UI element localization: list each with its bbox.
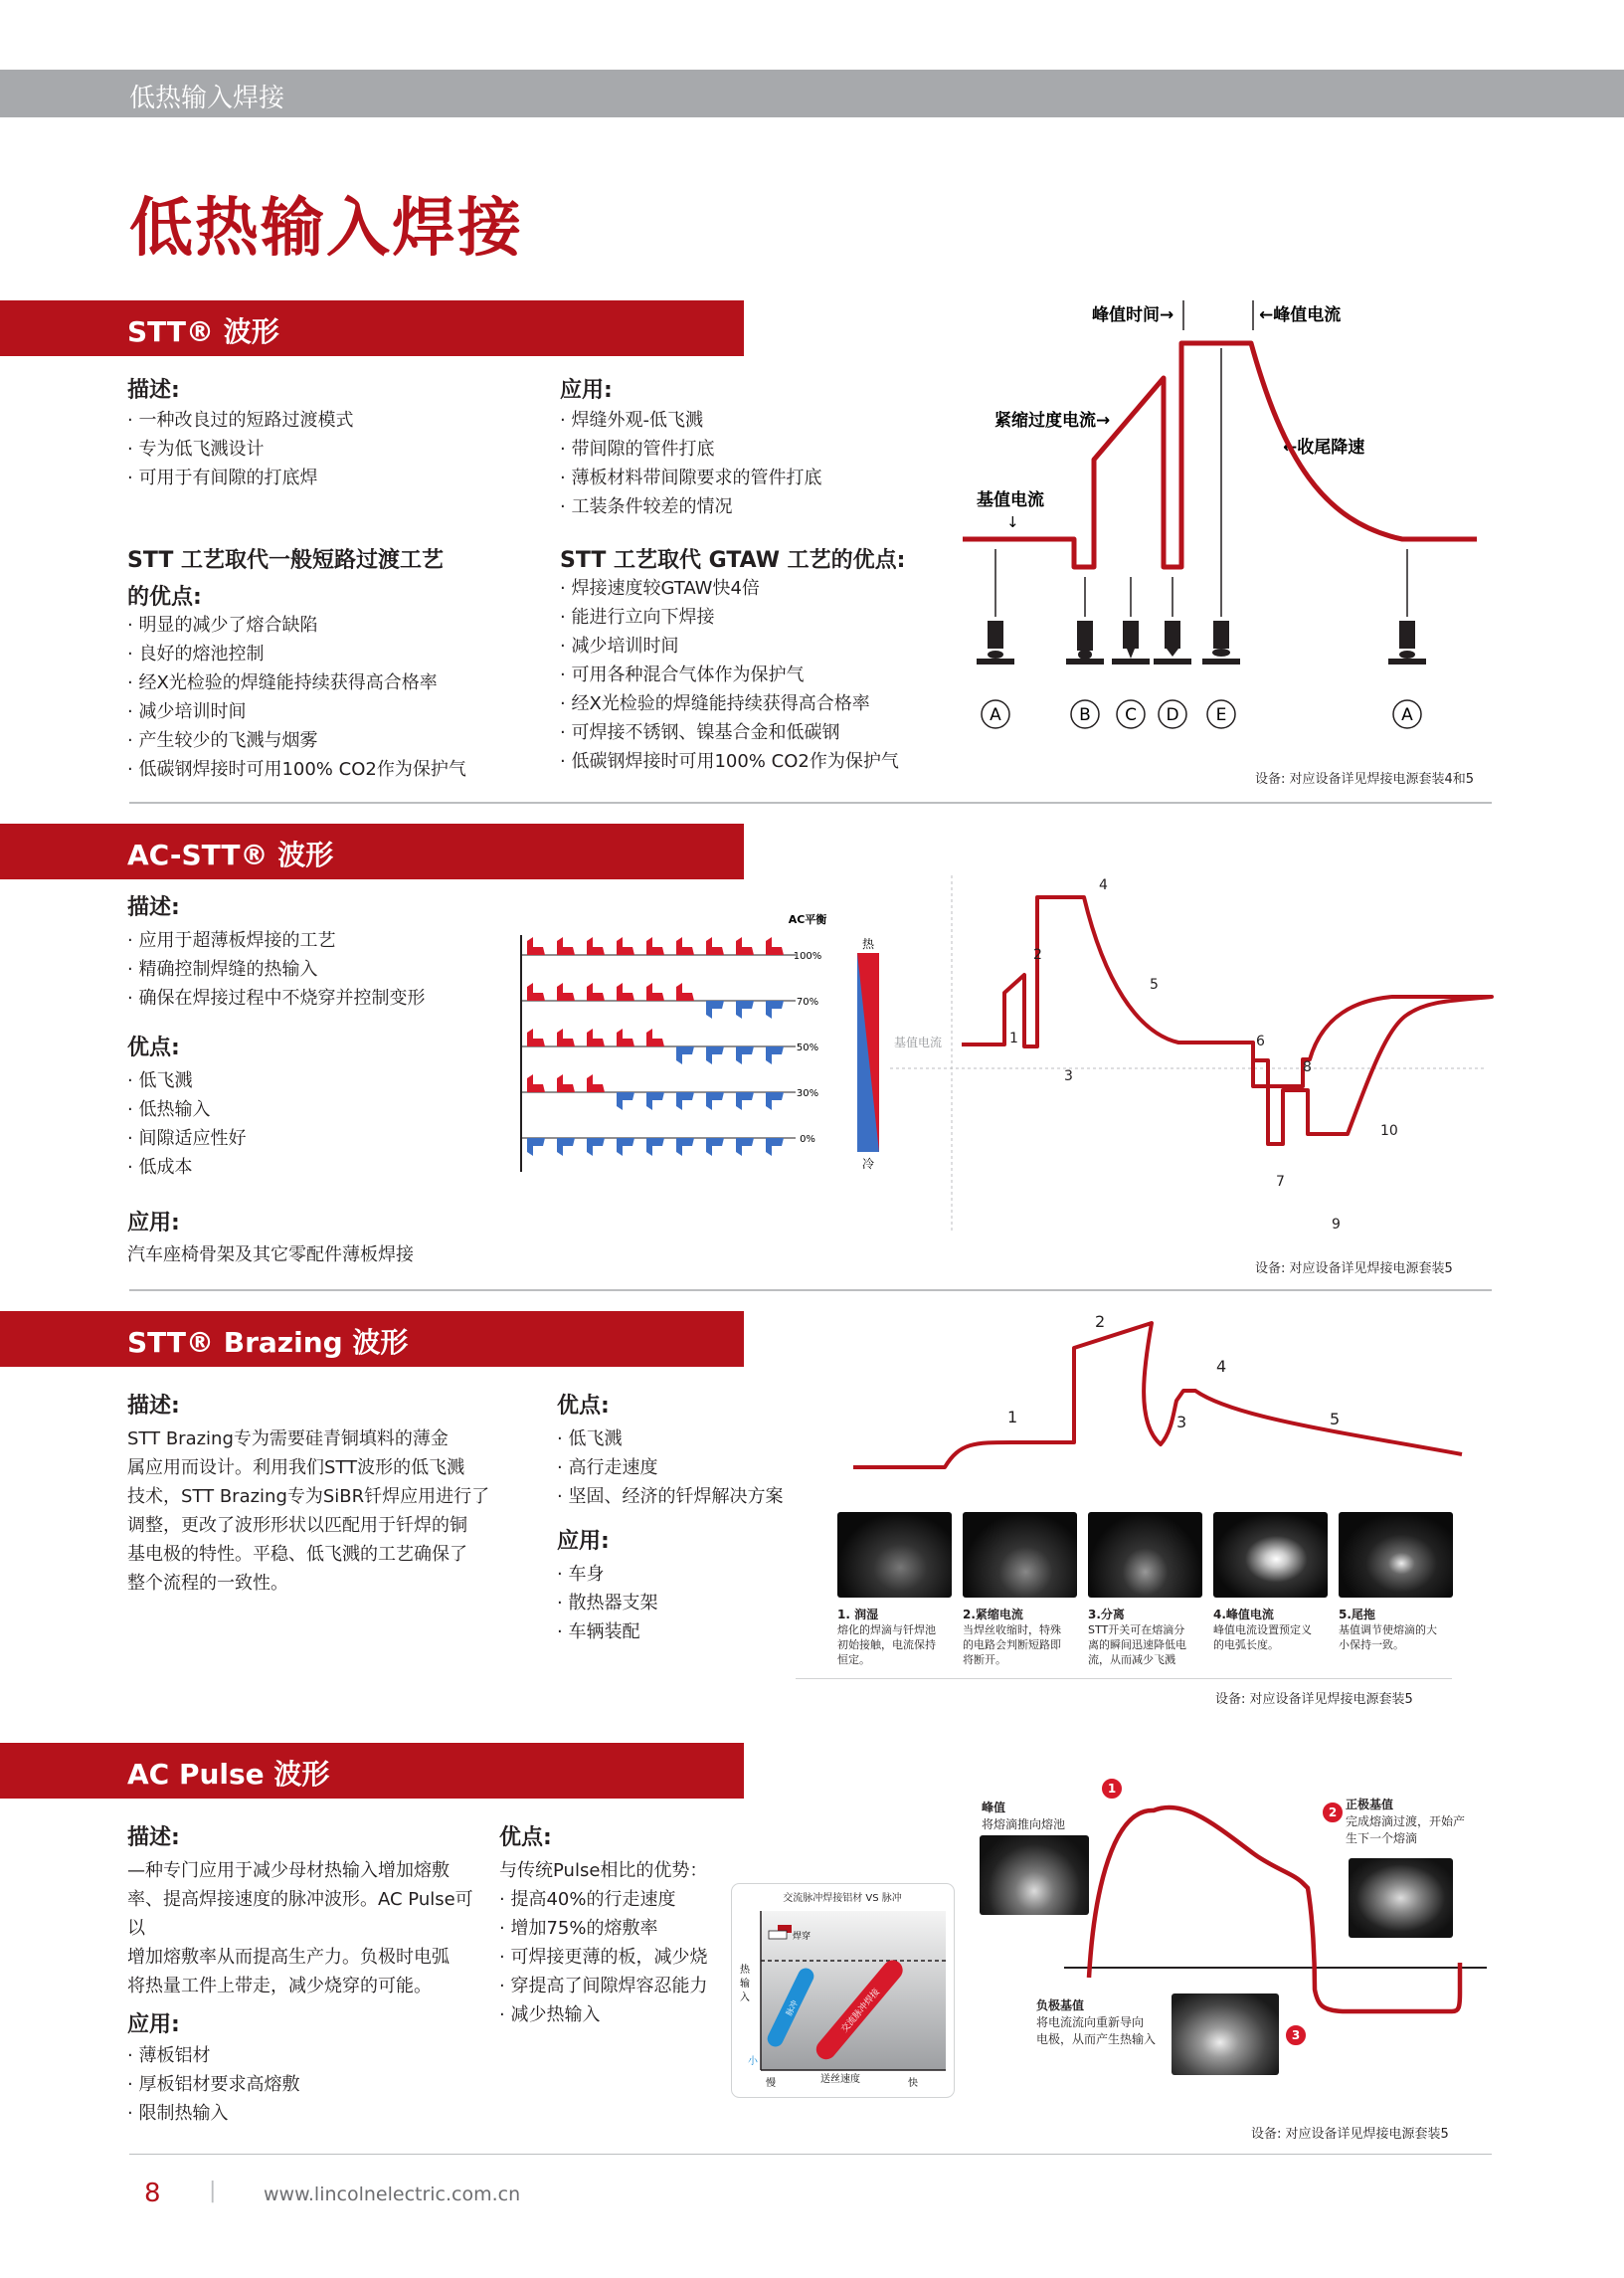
list-item: · 厚板铝材要求高熔敷	[127, 2070, 455, 2099]
balance-level-label: 0%	[800, 1134, 815, 1145]
acpulse-app-heading: 应用:	[127, 2012, 180, 2037]
brazing-desc-text: STT Brazing专为需要硅青铜填料的薄金 属应用而设计。利用我们STT波形的低飞溅 技术，STT Brazing专为SiBR钎焊应用进行了 调整，更改了波形形状以匹配用于钎焊的铜 基电极的特性。平稳、低飞溅的工艺确保了 整个流程的一致性。	[127, 1428, 490, 1594]
negative-pulse	[527, 1138, 545, 1156]
negative-pulse	[676, 1046, 694, 1064]
negative-pulse	[766, 1092, 784, 1110]
negative-pulse	[587, 1138, 605, 1156]
letter-a: A	[990, 705, 1001, 725]
list-item: · 增加75%的熔敷率	[499, 1914, 728, 1943]
positive-pulse	[646, 983, 664, 1001]
photo-wetting	[837, 1512, 952, 1598]
letter-c: C	[1125, 705, 1137, 725]
stt-adv2-heading: STT 工艺取代 GTAW 工艺的优点:	[560, 548, 906, 573]
list-item: · 焊接速度较GTAW快4倍	[560, 574, 958, 603]
stt-desc-heading: 描述:	[127, 378, 180, 403]
list-item: · 焊缝外观-低飞溅	[560, 406, 958, 435]
cold-label: 冷	[861, 1157, 875, 1171]
stt-desc-list	[127, 406, 525, 492]
list-item-continued: · 穿提高了间隙焊容忍能力	[499, 1972, 728, 2000]
negative-pulse	[706, 1138, 724, 1156]
negative-pulse	[766, 1001, 784, 1019]
marker-3-label: 3	[1291, 2028, 1301, 2042]
footer-divider	[129, 2154, 1492, 2155]
acstt-app-text: 汽车座椅骨架及其它零配件薄板焊接	[127, 1244, 414, 1265]
acpulse-app-list	[127, 2041, 455, 2128]
negative-pulse	[706, 1046, 724, 1064]
list-item: · 能进行立向下焊接	[560, 603, 958, 632]
negative-pulse	[706, 1001, 724, 1019]
page-title: 低热输入焊接	[129, 192, 523, 266]
brazing-equipment-note: 设备: 对应设备详见焊接电源套装5	[1215, 1692, 1413, 1707]
list-item: · 可用各种混合气体作为保护气	[560, 661, 958, 689]
y-small-label: 小	[748, 2056, 758, 2067]
photo-positive-base	[1349, 1858, 1453, 1938]
positive-pulse	[676, 937, 694, 955]
peak-callout: 峰值 将熔滴推向熔池	[982, 1801, 1066, 1831]
letter-b: B	[1079, 705, 1091, 725]
section-bar-acstt	[0, 824, 744, 879]
brazing-app-list	[557, 1560, 815, 1646]
waveform-numbers	[1009, 877, 1398, 1233]
x-axis-label: 送丝速度	[820, 2074, 860, 2085]
list-item: · 散热器支架	[557, 1589, 815, 1617]
num-5: 5	[1150, 977, 1159, 993]
y-label-3: 入	[740, 1993, 750, 2003]
section-title: AC-STT® 波形	[127, 839, 334, 871]
balance-level-label: 50%	[796, 1043, 819, 1053]
list-item: · 一种改良过的短路过渡模式	[127, 406, 525, 435]
header-bar	[0, 70, 1624, 117]
caption-3: 3.分离 STT开关可在熔滴分 离的瞬间迅速降低电 流，从而减少飞溅	[1088, 1608, 1186, 1666]
positive-pulse	[646, 1029, 664, 1046]
list-item: · 良好的熔池控制	[127, 640, 525, 668]
page-number: 8	[144, 2179, 161, 2208]
positive-pulse	[527, 1029, 545, 1046]
num-1: 1	[1007, 1408, 1018, 1426]
marker-2-label: 2	[1328, 1805, 1338, 1819]
list-item: · 车身	[557, 1560, 815, 1589]
stt-app-list	[560, 406, 958, 521]
positive-pulse	[617, 937, 634, 955]
num-6: 6	[1256, 1034, 1265, 1049]
acstt-desc-heading: 描述:	[127, 895, 180, 920]
list-item: · 车辆装配	[557, 1617, 815, 1646]
num-8: 8	[1303, 1059, 1312, 1075]
section-bar-acpulse	[0, 1743, 744, 1799]
list-item: · 低热输入	[127, 1095, 426, 1124]
list-item: · 经X光检验的焊缝能持续获得高合格率	[127, 668, 525, 697]
photo-negative-base	[1172, 1993, 1279, 2075]
photo-peak	[1213, 1512, 1328, 1598]
tail-out-label: ←收尾降速	[1283, 438, 1365, 458]
section-bar-stt	[0, 300, 744, 356]
balance-rows	[521, 937, 821, 1156]
peak-time-label: 峰值时间→	[1092, 305, 1174, 325]
list-item: · 明显的减少了熔合缺陷	[127, 611, 525, 640]
list-item: · 提高40%的行走速度	[499, 1885, 728, 1914]
ac-balance-diagram	[517, 905, 895, 1179]
list-item: · 可焊接更薄的板，减少烧	[499, 1943, 728, 1972]
acstt-waveform-diagram	[890, 875, 1497, 1243]
list-item: · 限制热输入	[127, 2099, 455, 2128]
brazing-waveform-line	[853, 1323, 1462, 1467]
brazing-desc-heading: 描述:	[127, 1394, 180, 1419]
positive-pulse	[557, 1029, 575, 1046]
negative-pulse	[736, 1001, 754, 1019]
letter-e: E	[1215, 705, 1227, 725]
list-item: · 经X光检验的焊缝能持续获得高合格率	[560, 689, 958, 718]
num-7: 7	[1276, 1174, 1285, 1190]
brazing-waveform-diagram	[825, 1303, 1482, 1477]
marker-1-label: 1	[1107, 1782, 1117, 1796]
ac-balance-title: AC平衡	[788, 913, 827, 926]
positive-pulse	[587, 937, 605, 955]
positive-pulse	[736, 937, 754, 955]
list-item: · 薄板铝材	[127, 2041, 455, 2070]
background-current-label: 基值电流	[977, 490, 1044, 510]
list-item: · 低碳钢焊接时可用100% CO2作为保护气	[127, 755, 525, 784]
chart-plot-area	[761, 1911, 946, 2070]
positive-pulse	[587, 983, 605, 1001]
negative-pulse	[557, 1138, 575, 1156]
divider	[796, 1678, 1452, 1679]
acstt-waveform-line	[962, 897, 1492, 1144]
list-item: · 精确控制焊缝的热输入	[127, 955, 525, 984]
section-title: STT® 波形	[127, 315, 279, 348]
list-item: · 专为低飞溅设计	[127, 435, 525, 464]
acstt-adv-list	[127, 1066, 426, 1182]
electrode-leaders	[995, 348, 1407, 617]
pinch-current-label: 紧缩过度电流→	[994, 411, 1111, 431]
balance-level-label: 30%	[796, 1088, 819, 1099]
list-item: · 减少热输入	[499, 2000, 728, 2029]
photo-pinch	[963, 1512, 1077, 1598]
num-2: 2	[1095, 1312, 1106, 1331]
num-4: 4	[1216, 1357, 1227, 1376]
num-4: 4	[1099, 877, 1108, 893]
list-item: · 薄板材料带间隙要求的管件打底	[560, 464, 958, 492]
positive-pulse	[557, 1074, 575, 1092]
electrode-letters	[990, 705, 1413, 725]
divider	[129, 1289, 1492, 1291]
list-item: · 坚固、经济的钎焊解决方案	[557, 1482, 815, 1511]
negative-base-callout: 负极基值 将电流流向重新导向 电极，从而产生热输入	[1036, 1998, 1157, 2046]
num-2: 2	[1033, 947, 1042, 963]
section-bar-brazing	[0, 1311, 744, 1367]
section-title: STT® Brazing 波形	[127, 1326, 409, 1359]
negative-pulse	[646, 1138, 664, 1156]
negative-pulse	[736, 1138, 754, 1156]
negative-pulse	[676, 1138, 694, 1156]
peak-current-label: ←峰值电流	[1259, 305, 1342, 325]
list-item: · 低飞溅	[127, 1066, 426, 1095]
legend-swatch	[769, 1931, 787, 1939]
acpulse-desc-heading: 描述:	[127, 1825, 180, 1850]
num-9: 9	[1332, 1217, 1341, 1233]
positive-pulse	[587, 1029, 605, 1046]
positive-pulse	[527, 983, 545, 1001]
positive-pulse	[527, 937, 545, 955]
positive-pulse	[706, 937, 724, 955]
electrode-icons	[977, 621, 1426, 664]
list-item: · 可用于有间隙的打底焊	[127, 464, 525, 492]
positive-pulse	[676, 983, 694, 1001]
footer-url[interactable]: www.lincolnelectric.com.cn	[264, 2183, 521, 2205]
brazing-adv-heading: 优点:	[557, 1394, 610, 1419]
negative-pulse	[617, 1092, 634, 1110]
list-item: · 低成本	[127, 1153, 426, 1182]
acstt-desc-list	[127, 926, 525, 1013]
chart-title: 交流脉冲焊接铝材 VS 脉冲	[783, 1893, 902, 1904]
num-3: 3	[1064, 1068, 1073, 1084]
x-fast-label: 快	[908, 2078, 918, 2089]
letter-circles	[982, 700, 1421, 728]
balance-level-label: 100%	[793, 951, 822, 962]
list-item: · 应用于超薄板焊接的工艺	[127, 926, 525, 955]
list-item: · 工装条件较差的情况	[560, 492, 958, 521]
stt-waveform-diagram	[955, 288, 1502, 756]
balance-level-label: 70%	[796, 997, 819, 1008]
stt-adv1-list	[127, 611, 525, 784]
acpulse-equipment-note: 设备: 对应设备详见焊接电源套装5	[1251, 2127, 1449, 2142]
y-label-1: 热	[740, 1965, 750, 1976]
num-10: 10	[1380, 1123, 1398, 1139]
stt-adv1-heading: STT 工艺取代一般短路过渡工艺 的优点:	[127, 548, 445, 610]
hot-label: 热	[861, 937, 875, 951]
num-3: 3	[1176, 1413, 1187, 1431]
positive-pulse	[617, 1029, 634, 1046]
positive-pulse	[766, 937, 784, 955]
negative-pulse	[706, 1092, 724, 1110]
positive-pulse	[557, 983, 575, 1001]
list-item: · 间隙适应性好	[127, 1124, 426, 1153]
ac-pulse-band-label: 交流脉冲焊接	[839, 1987, 882, 2035]
positive-pulse	[587, 1074, 605, 1092]
acpulse-adv-list	[499, 1885, 728, 2029]
list-item: · 减少培训时间	[560, 632, 958, 661]
section-title: AC Pulse 波形	[127, 1758, 330, 1791]
acpulse-adv-heading: 优点:	[499, 1825, 552, 1850]
list-item: · 低碳钢焊接时可用100% CO2作为保护气	[560, 747, 958, 776]
photo-tail	[1339, 1512, 1453, 1598]
divider	[129, 802, 1492, 804]
stt-equipment-note: 设备: 对应设备详见焊接电源套装4和5	[1255, 772, 1475, 787]
negative-pulse	[736, 1046, 754, 1064]
list-item: · 产生较少的飞溅与烟雾	[127, 726, 525, 755]
positive-pulse	[557, 937, 575, 955]
legend-label: 焊穿	[793, 1932, 812, 1942]
caption-1: 1. 润湿 熔化的焊滴与钎焊池 初始接触，电流保持 恒定。	[837, 1608, 936, 1666]
list-item: · 带间隙的管件打底	[560, 435, 958, 464]
footer-separator: |	[209, 2179, 217, 2203]
header-title: 低热输入焊接	[129, 84, 285, 113]
letter-d: D	[1166, 705, 1179, 725]
negative-pulse	[646, 1092, 664, 1110]
caption-2: 2.紧缩电流 当焊丝收缩时，特殊 的电路会判断短路即 将断开。	[963, 1608, 1061, 1666]
acstt-equipment-note: 设备: 对应设备详见焊接电源套装5	[1255, 1261, 1453, 1276]
y-label-2: 输	[740, 1979, 750, 1990]
list-item: · 低飞溅	[557, 1424, 815, 1453]
negative-pulse	[766, 1046, 784, 1064]
negative-pulse	[736, 1092, 754, 1110]
acpulse-adv-intro: 与传统Pulse相比的优势：	[499, 1860, 708, 1881]
positive-pulse	[527, 1074, 545, 1092]
num-1: 1	[1009, 1031, 1018, 1046]
positive-base-callout: 正极基值 完成熔滴过渡，开始产 生下一个熔滴	[1346, 1798, 1466, 1845]
letter-a2: A	[1401, 705, 1413, 725]
pulse-band-label: 脉冲	[784, 1998, 800, 2017]
negative-pulse	[617, 1138, 634, 1156]
negative-pulse	[766, 1138, 784, 1156]
list-item: · 高行走速度	[557, 1453, 815, 1482]
background-current-label: 基值电流	[894, 1036, 943, 1049]
list-item: · 可焊接不锈钢、镍基合金和低碳钢	[560, 718, 958, 747]
caption-4: 4.峰值电流 峰值电流设置预定义 的电弧长度。	[1213, 1608, 1312, 1651]
brazing-adv-list	[557, 1424, 815, 1511]
bg-arrow: ↓	[1006, 513, 1019, 531]
x-slow-label: 慢	[766, 2078, 776, 2089]
acpulse-desc-text: —种专门应用于减少母材热输入增加熔敷 率、提高焊接速度的脉冲波形。AC Pulse可以 增加熔敷率从而提高生产力。负极时电弧 将热量工件上带走，减少烧穿的可能。	[127, 1860, 473, 1996]
positive-pulse	[617, 983, 634, 1001]
photo-peak	[980, 1835, 1089, 1915]
stt-waveform-line	[963, 343, 1477, 567]
brazing-app-heading: 应用:	[557, 1529, 610, 1554]
caption-5: 5.尾拖 基值调节使熔滴的大 小保持一致。	[1339, 1608, 1437, 1651]
acstt-adv-heading: 优点:	[127, 1036, 180, 1060]
acstt-app-heading: 应用:	[127, 1211, 180, 1235]
negative-pulse	[676, 1092, 694, 1110]
photo-separation	[1088, 1512, 1202, 1598]
list-item: · 减少培训时间	[127, 697, 525, 726]
stt-app-heading: 应用:	[560, 378, 613, 403]
stt-adv2-list	[560, 574, 958, 776]
positive-pulse	[646, 937, 664, 955]
comparison-chart	[731, 1883, 955, 2098]
num-5: 5	[1330, 1410, 1341, 1428]
list-item: · 确保在焊接过程中不烧穿并控制变形	[127, 984, 525, 1013]
